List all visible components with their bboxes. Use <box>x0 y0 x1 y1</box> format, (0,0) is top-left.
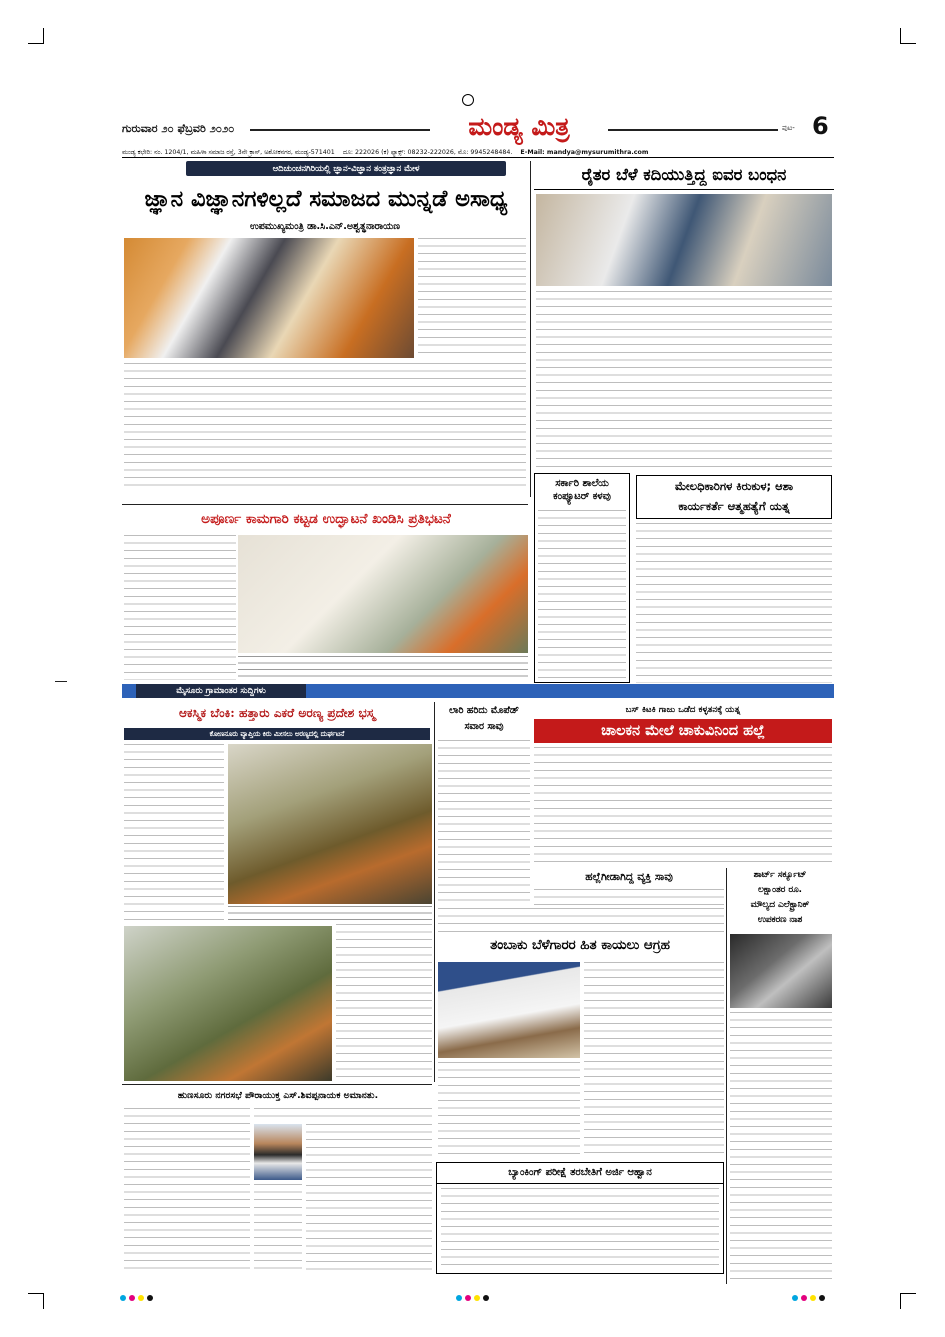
story12-headline: ಹುಣಸೂರು ನಗರಸಭೆ ಪೌರಾಯುಕ್ತ ಎಸ್.ಶಿವಪ್ಪನಾಯಕ ಅಮಾನತು. <box>177 1090 379 1101</box>
story6-photo-bottom <box>124 926 332 1081</box>
story6-text-right <box>336 924 432 1081</box>
story5-text-left <box>124 535 236 680</box>
story12-text-under <box>254 1184 302 1274</box>
column-rule <box>726 868 727 1284</box>
story4-headline-box <box>636 475 832 519</box>
story3-title: ಸರ್ಕಾರಿ ಶಾಲೆಯ ಕಂಪ್ಯೂಟರ್ ಕಳವು <box>553 478 611 502</box>
story6-photo-caption <box>228 906 432 920</box>
crop-mark-icon <box>28 28 44 44</box>
story5-photo <box>238 535 528 653</box>
story8-text <box>534 747 832 867</box>
story9-headline: ಹಲ್ಲೆಗೀಡಾಗಿದ್ದ ವ್ಯಕ್ತಿ ಸಾವು <box>585 871 673 883</box>
story10-line1: ಶಾರ್ಟ್ ಸರ್ಕ್ಯೂಟ್ <box>753 870 807 880</box>
crop-mark-icon <box>28 1293 44 1309</box>
story6-subhead: ಕೋಣನೂರು ವ್ಯಾಪ್ತಿಯ ಕಿರು ಮೀಸಲು ಅರಣ್ಯದಲ್ಲಿ ದುರ್ಘಟನೆ <box>124 728 430 740</box>
story4-headline-line2: ಕಾರ್ಯಕರ್ತೆ ಆತ್ಮಹತ್ಯೆಗೆ ಯತ್ನ <box>678 499 790 513</box>
story7-text <box>438 740 530 905</box>
masthead: ಮಂಡ್ಯ ಮಿತ್ರ <box>468 112 570 141</box>
story1-text-right <box>418 238 526 358</box>
story6-photo-top <box>228 744 432 904</box>
page-header <box>122 112 834 146</box>
story12-portrait <box>254 1124 302 1180</box>
header-left-rule <box>250 129 430 131</box>
story13-headline: ಬ್ಯಾಂಕಿಂಗ್ ಪರೀಕ್ಷೆ ತರಬೇತಿಗೆ ಅರ್ಜಿ ಆಹ್ವಾನ <box>437 1163 723 1184</box>
crop-mark-icon <box>900 28 916 44</box>
story2-photo <box>536 194 832 286</box>
story8-kicker: ಬಸ್ ಕಿಟಕಿ ಗಾಜು ಒಡೆದ ಕಳ್ಳತನಕ್ಕೆ ಯತ್ನ <box>625 705 741 715</box>
section-banner <box>122 684 834 698</box>
story5-headline: ಅಪೂರ್ಣ ಕಾಮಗಾರಿ ಕಟ್ಟಡ ಉದ್ಘಾಟನೆ ಖಂಡಿಸಿ ಪ್ರತಿಭಟನೆ <box>201 511 451 527</box>
story6-headline: ಆಕಸ್ಮಿಕ ಬೆಂಕಿ: ಹತ್ತಾರು ಎಕರೆ ಅರಣ್ಯ ಪ್ರದೇಶ ಭಸ್ಮ <box>179 706 375 720</box>
header-right-rule <box>608 129 778 131</box>
column-rule <box>434 702 435 1082</box>
story6-text-left <box>124 744 224 924</box>
story4-text <box>636 523 832 683</box>
story9-text-2 <box>534 889 724 907</box>
email-line: E-Mail: mandya@mysurumithra.com <box>520 149 649 156</box>
color-dots-icon <box>456 1286 492 1305</box>
story4-headline-line1: ಮೇಲಧಿಕಾರಿಗಳ ಕಿರುಕುಳ; ಆಶಾ <box>674 479 794 493</box>
story12-top-rule <box>122 1084 432 1085</box>
story11-text-right <box>584 962 724 1158</box>
header-date: ಗುರುವಾರ ೨೦ ಫೆಬ್ರವರಿ ೨೦೨೦ <box>122 122 235 135</box>
story9-text <box>438 908 724 932</box>
story1-kicker: ಆದಿಚುಂಚನಗಿರಿಯಲ್ಲಿ ಜ್ಞಾನ-ವಿಜ್ಞಾನ ತಂತ್ರಜ್ಞಾನ ಮೇಳ <box>186 161 506 176</box>
story1-headline: ಜ್ಞಾನ ವಿಜ್ಞಾನಗಳಿಲ್ಲದೆ ಸಮಾಜದ ಮುನ್ನಡೆ ಅಸಾಧ್ಯ <box>144 186 508 212</box>
story3-box <box>534 473 630 683</box>
story2-text <box>536 291 832 471</box>
story12-text-mid <box>254 1108 432 1122</box>
story13-text <box>441 1188 719 1268</box>
story1-photo <box>124 238 414 358</box>
section-banner-label: ಮೈಸೂರು ಗ್ರಾಮಾಂತರ ಸುದ್ದಿಗಳು <box>136 684 306 698</box>
color-dots-icon <box>792 1286 828 1305</box>
crop-mark-icon <box>900 1293 916 1309</box>
address-line: ಮಂಡ್ಯ ಕಛೇರಿ: ನಂ. 1204/1, ಮಹಿಳಾ ಸಮಾಜ ರಸ್ತೆ, 3ನೇ ಕ್ರಾಸ್, ಅಶೋಕನಗರ, ಮಂಡ್ಯ-571401 <box>122 149 335 156</box>
story11-headline: ತಂಬಾಕು ಬೆಳೆಗಾರರ ಹಿತ ಕಾಯಲು ಆಗ್ರಹ <box>490 937 670 953</box>
story13-box <box>436 1162 724 1274</box>
story12-text-left <box>124 1108 250 1274</box>
story7-headline-line2: ಸವಾರ ಸಾವು <box>464 721 504 732</box>
story10-headline-box <box>728 868 832 930</box>
address-strip <box>122 147 834 158</box>
story7-headline-box <box>438 703 530 737</box>
column-rule <box>530 161 531 497</box>
phone-line: ದೂ: 222026 (ಕ) ಫ್ಯಾಕ್ಸ್: 08232-222026, ಮೊ: 9945248484. <box>342 149 513 156</box>
story7-headline-line1: ಲಾರಿ ಹರಿದು ಮೊಪೆಡ್ <box>448 705 520 716</box>
registration-mark-icon <box>462 94 474 106</box>
page-label: ಪುಟ- <box>782 124 795 132</box>
story11-text-left <box>438 1062 580 1158</box>
story12-text-right <box>306 1124 432 1274</box>
story1-subhead: ಉಪಮುಖ್ಯಮಂತ್ರಿ ಡಾ.ಸಿ.ಎನ್.ಅಶ್ವತ್ಥನಾರಾಯಣ <box>250 221 400 232</box>
story10-text <box>730 1012 832 1282</box>
story5-top-rule <box>122 504 528 505</box>
story10-line4: ಉಪಕರಣ ನಾಶ <box>757 915 803 925</box>
registration-line <box>55 681 67 682</box>
story10-line2: ಲಕ್ಷಾಂತರ ರೂ. <box>757 885 802 895</box>
story8-headline: ಚಾಲಕನ ಮೇಲೆ ಚಾಕುವಿನಿಂದ ಹಲ್ಲೆ <box>534 719 832 743</box>
story11-photo <box>438 962 580 1058</box>
story3-text <box>538 510 626 680</box>
story10-line3: ಮೌಲ್ಯದ ಎಲೆಕ್ಟ್ರಾನಿಕ್ <box>750 900 810 910</box>
story2-headline: ರೈತರ ಬೆಳೆ ಕದಿಯುತ್ತಿದ್ದ ಐವರ ಬಂಧನ <box>534 160 834 190</box>
story5-caption <box>238 656 528 682</box>
page-number: 6 <box>812 112 829 140</box>
color-dots-icon <box>120 1286 156 1305</box>
story1-text-bottom <box>124 363 526 491</box>
story10-photo <box>730 934 832 1008</box>
